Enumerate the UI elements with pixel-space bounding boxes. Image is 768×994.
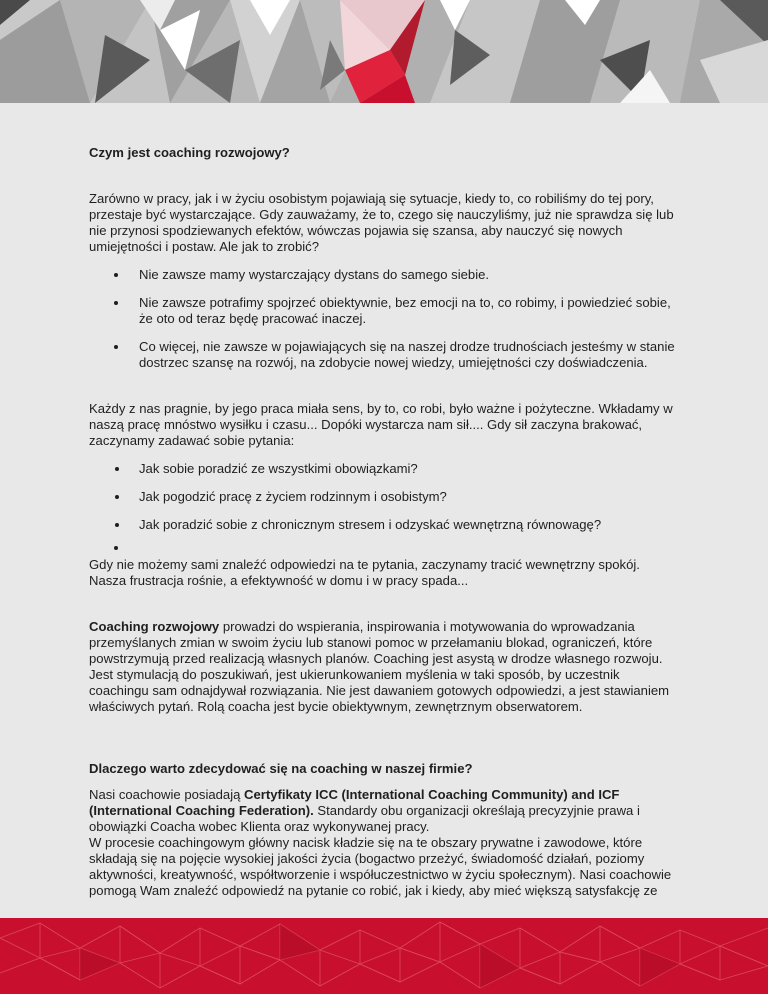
coaching-term-bold: Coaching rozwojowy [89,619,220,634]
paragraph-questions-intro: Każdy z nas pragnie, by jego praca miała sens, by to, co robi, było ważne i pożyteczne. Wkładamy w naszą pracę mnóstwo wysiłku i czasu... Dopóki wystarcza nam sił.... Gdy sił zaczyna brakować, zaczynamy zadawać sobie pytania: [89,401,673,448]
paragraph-frustration: Gdy nie możemy sami znaleźć odpowiedzi na te pytania, zaczynamy tracić wewnętrzny spokój. Nasza frustracja rośnie, a efektywność w domu i w pracy spada... [89,557,640,588]
list-item: Jak pogodzić pracę z życiem rodzinnym i osobistym? [89,489,679,505]
bullet-list-obstacles [89,267,679,371]
paragraph-process: W procesie coachingowym główny nacisk kładzie się na te obszary prywatne i zawodowe, które składają się na pojęcie wysokiej jakości życia (bogactwo przeżyć, świadomość działań, poziomy aktywności, kreatywność, współtworzenie i współuczestnictwo w życiu społecznym). Nasi coachowie pomogą Wam znaleźć odpowiedź na pytanie co robić, jak i kiedy, aby mieć większą satysfakcję ze [89,835,672,898]
paragraph-coaching-definition [89,619,679,715]
section-title-why: Dlaczego warto zdecydować się na coaching w naszej firmie? [89,761,473,776]
header-geometric-banner [0,0,768,103]
document-body [89,145,679,899]
certificates-rest: Standardy obu organizacji określają precyzyjnie prawa i obowiązki Coacha wobec Klienta oraz wykonywanej pracy. [89,803,640,834]
certificates-lead: Nasi coachowie posiadają [89,787,245,802]
list-item: Nie zawsze mamy wystarczający dystans do samego siebie. [89,267,679,283]
certificates-names: Certyfikaty ICC (International Coaching Community) and ICF (International Coaching Federation). [89,787,620,818]
paragraph-intro: Zarówno w pracy, jak i w życiu osobistym pojawiają się sytuacje, kiedy to, co robiliśmy do tej pory, przestaje być wystarczające. Gdy zauważamy, że to, czego się nauczyliśmy, już nie sprawdza się lub nie przynosi spodziewanych efektów, wówczas pojawia się szansa, aby nauczyć się nowych umiejętności i postaw. Ale jak to zrobić? [89,191,674,254]
list-item: Jak sobie poradzić ze wszystkimi obowiązkami? [89,461,679,477]
list-item: Jak poradzić sobie z chronicznym stresem i odzyskać wewnętrzną równowagę? [89,517,679,533]
section-title-coaching: Czym jest coaching rozwojowy? [89,145,290,160]
coaching-definition-text: prowadzi do wspierania, inspirowania i motywowania do wprowadzania przemyślanych zmian w swoim życiu lub stanowi pomoc w przełamaniu blokad, ograniczeń, które powstrzymują przed realizacją własnych planów. Coaching jest asystą w drodze własnego rozwoju. Jest stymulacją do poszukiwań, jest ukierunkowaniem myślenia w taki sposób, by uczestnik coachingu sam odnajdywał rozwiązania. Nie jest dawaniem gotowych odpowiedzi, a jest stawianiem właściwych pytań. Rolą coacha jest bycie obiektywnym, zewnętrznym obserwatorem. [89,619,670,714]
empty-list-bullet [89,539,679,557]
paragraph-certificates [89,787,679,835]
list-item: Nie zawsze potrafimy spojrzeć obiektywnie, bez emocji na to, co robimy, i powiedzieć sobie, że oto od teraz będę pracować inaczej. [89,295,679,327]
bullet-list-questions [89,461,679,533]
footer-red-mesh-banner [0,918,768,994]
list-item: Co więcej, nie zawsze w pojawiających się na naszej drodze trudnościach jesteśmy w stanie dostrzec szansę na rozwój, na zdobycie nowej wiedzy, umiejętności czy doświadczenia. [89,339,679,371]
